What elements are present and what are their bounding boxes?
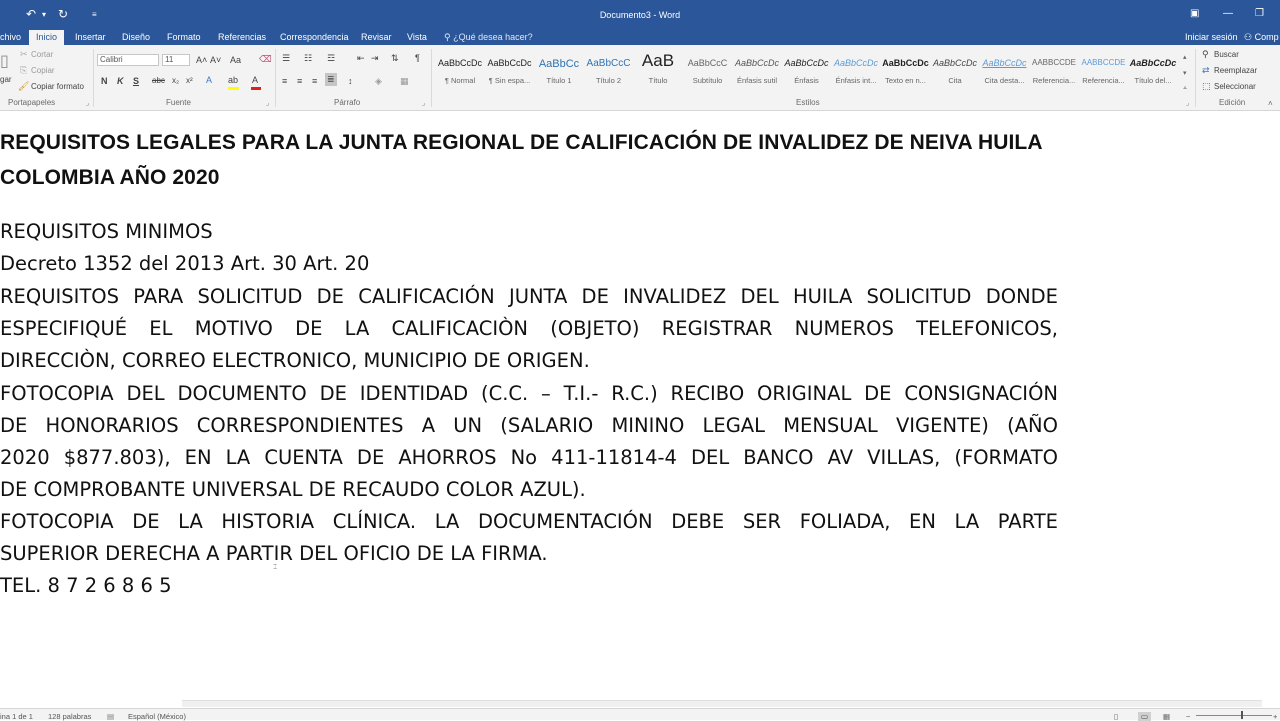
subscript-button[interactable]: x₂	[172, 76, 180, 85]
paragraph-group-label: Párrafo	[334, 98, 361, 107]
borders-icon[interactable]: ▦	[400, 76, 409, 86]
shading-icon[interactable]: ◈	[375, 76, 382, 86]
replace-button[interactable]: Reemplazar	[1214, 66, 1258, 75]
document-line: Decreto 1352 del 2013 Art. 30 Art. 20	[0, 252, 370, 275]
tab-revisar[interactable]: Revisar	[361, 32, 392, 42]
style-name: Título 2	[595, 76, 621, 85]
style-name: Cita desta...	[984, 76, 1025, 85]
increase-indent-icon[interactable]: ⇥	[371, 53, 379, 63]
lightbulb-icon: ⚲	[444, 32, 451, 42]
font-color-swatch	[251, 87, 261, 90]
ribbon-tabs	[0, 30, 1280, 45]
style-name: Referencia...	[1082, 76, 1125, 85]
sign-in-link[interactable]: Iniciar sesión	[1185, 32, 1238, 42]
style-preview: AaB	[641, 51, 675, 70]
justify-icon[interactable]: ≣	[327, 74, 335, 84]
undo-dropdown-icon[interactable]: ▾	[42, 10, 47, 19]
tab-formato[interactable]: Formato	[167, 32, 201, 42]
zoom-slider-thumb[interactable]	[1241, 711, 1243, 719]
sort-icon[interactable]: ⇅	[391, 53, 399, 63]
superscript-button[interactable]: x²	[186, 76, 193, 85]
language-indicator[interactable]: Español (México)	[128, 712, 186, 721]
document-line: ESPECIFIQUÉ EL MOTIVO DE LA CALIFICACIÒN (OBJETO) REGISTRAR NUMEROS TELEFONICOS,	[0, 317, 1058, 340]
tab-inicio[interactable]: Inicio	[29, 30, 64, 45]
dialog-launcher-icon[interactable]: ⌟	[1186, 100, 1190, 107]
share-button[interactable]	[1244, 32, 1279, 43]
document-line: DE HONORARIOS CORRESPONDIENTES A UN (SALARIO MININO LEGAL MENSUAL VIGENTE) (AÑO	[0, 414, 1058, 437]
group-divider	[1195, 49, 1196, 107]
numbering-icon[interactable]: ☷	[304, 53, 313, 63]
document-line: REQUISITOS MINIMOS	[0, 220, 213, 243]
text-cursor-icon: ⌶	[273, 564, 278, 571]
zoom-out-button[interactable]: −	[1186, 712, 1191, 721]
style-name: ¶ Normal	[444, 76, 476, 85]
share-label: Comp	[1254, 32, 1279, 42]
document-page[interactable]	[0, 112, 1280, 700]
style-name: Subtítulo	[692, 76, 723, 85]
align-right-icon[interactable]: ≡	[312, 76, 318, 86]
group-divider	[431, 49, 432, 107]
change-case-button[interactable]: Aa	[230, 55, 242, 65]
bold-button[interactable]: N	[101, 76, 108, 86]
select-icon[interactable]: ⬚	[1202, 81, 1211, 91]
document-line: DE COMPROBANTE UNIVERSAL DE RECAUDO COLOR AZUL).	[0, 478, 586, 501]
style-name: Título	[648, 76, 668, 85]
styles-scroll-down-icon[interactable]: ▾	[1183, 70, 1187, 77]
window-title: Documento3 - Word	[599, 10, 681, 20]
tab-insertar[interactable]: Insertar	[75, 32, 106, 42]
search-icon[interactable]: ⚲	[1202, 49, 1209, 59]
style-preview: AaBbCcDc	[833, 58, 878, 68]
tab-archivo[interactable]: chivo	[0, 32, 22, 42]
undo-icon[interactable]: ↶	[26, 7, 37, 21]
format-painter-button[interactable]: Copiar formato	[31, 82, 84, 91]
minimize-icon[interactable]: —	[1223, 8, 1233, 19]
style-preview: AaBbCcDc	[734, 58, 779, 68]
document-line: FOTOCOPIA DE LA HISTORIA CLÍNICA. LA DOCUMENTACIÓN DEBE SER FOLIADA, EN LA PARTE	[0, 510, 1058, 533]
clear-formatting-icon[interactable]: ⌫	[259, 54, 272, 64]
tab-diseno[interactable]: Diseño	[122, 32, 151, 42]
document-line: SUPERIOR DERECHA A PARTIR DEL OFICIO DE LA FIRMA.	[0, 542, 548, 565]
style-preview: AaBbCcDc	[487, 58, 532, 68]
page-count[interactable]: ina 1 de 1	[0, 712, 33, 721]
style-preview: AaBbCcC	[586, 58, 631, 69]
style-preview: AaBbCcDc	[982, 58, 1027, 68]
tell-me-box[interactable]	[444, 32, 533, 43]
tab-referencias[interactable]: Referencias	[218, 32, 267, 42]
scissors-icon[interactable]: ✂	[20, 49, 28, 59]
style-preview: AABBCCDE	[1081, 58, 1126, 67]
editing-group-label: Edición	[1219, 98, 1246, 107]
read-mode-icon[interactable]: ▯	[1114, 712, 1119, 721]
line-spacing-icon[interactable]: ↕	[348, 76, 353, 86]
style-name: Énfasis sutil	[736, 76, 778, 85]
align-left-icon[interactable]: ≡	[282, 76, 288, 86]
print-layout-icon[interactable]: ▭	[1138, 712, 1151, 721]
zoom-slider-track[interactable]	[1196, 715, 1272, 716]
document-line: FOTOCOPIA DEL DOCUMENTO DE IDENTIDAD (C.C. – T.I.- R.C.) RECIBO ORIGINAL DE CONSIGNACIÓN	[0, 382, 1058, 405]
dialog-launcher-icon[interactable]: ⌟	[266, 100, 270, 107]
styles-group-label: Estilos	[796, 98, 820, 107]
style-preview: AaBbCcDc	[784, 58, 829, 68]
tab-vista[interactable]: Vista	[407, 32, 427, 42]
dialog-launcher-icon[interactable]: ⌟	[422, 100, 426, 107]
find-button[interactable]: Buscar	[1214, 50, 1239, 59]
proofing-icon[interactable]: ▤	[107, 712, 115, 721]
document-line: DIRECCIÒN, CORREO ELECTRONICO, MUNICIPIO DE ORIGEN.	[0, 349, 590, 372]
shrink-font-button[interactable]: A˅	[210, 55, 222, 65]
tell-me-label: ¿Qué desea hacer?	[453, 32, 533, 42]
title-bar	[0, 0, 1280, 30]
style-name: ¶ Sin espa...	[488, 76, 531, 85]
dialog-launcher-icon[interactable]: ⌟	[86, 100, 90, 107]
document-heading: REQUISITOS LEGALES PARA LA JUNTA REGIONAL DE CALIFICACIÓN DE INVALIDEZ DE NEIVA HUILA	[0, 131, 1043, 154]
format-painter-icon[interactable]: 🖌	[18, 81, 30, 91]
style-preview: AaBbCcDc	[1129, 58, 1177, 68]
copy-icon[interactable]: ⎘	[20, 65, 28, 75]
font-group-label: Fuente	[166, 98, 191, 107]
style-preview: AaBbCc	[538, 58, 580, 70]
word-count[interactable]: 128 palabras	[48, 712, 92, 721]
multilevel-list-icon[interactable]: ☲	[327, 53, 336, 63]
decrease-indent-icon[interactable]: ⇤	[357, 53, 365, 63]
style-name: Énfasis int...	[835, 76, 877, 85]
document-line: TEL. 8 7 2 6 8 6 5	[0, 574, 172, 597]
style-preview: AaBbCcC	[687, 58, 728, 68]
style-name: Referencia...	[1032, 76, 1076, 85]
customize-toolbar-icon[interactable]: ≡	[92, 10, 97, 19]
style-name: Énfasis	[794, 76, 819, 85]
tab-correspondencia[interactable]: Correspondencia	[280, 32, 349, 42]
strikethrough-button[interactable]: abc	[152, 76, 165, 85]
style-name: Título 1	[546, 76, 572, 85]
cut-button[interactable]: Cortar	[31, 50, 54, 59]
style-preview: AABBCCDE	[1031, 58, 1076, 67]
ribbon-display-options-icon[interactable]: ▣	[1190, 8, 1200, 19]
document-heading: COLOMBIA AÑO 2020	[0, 166, 220, 189]
style-name: Cita	[948, 76, 962, 85]
document-line: 2020 $877.803), EN LA CUENTA DE AHORROS No 411-11814-4 DEL BANCO AV VILLAS, (FORMATO	[0, 446, 1058, 469]
maximize-icon[interactable]: ❐	[1255, 8, 1264, 19]
paste-icon[interactable]: ▯	[0, 53, 9, 70]
horizontal-scrollbar[interactable]	[182, 700, 1262, 707]
styles-more-icon[interactable]: ⩡	[1183, 85, 1187, 92]
align-center-icon[interactable]: ≡	[297, 76, 303, 86]
style-preview: AaBbCcDc	[882, 58, 929, 68]
bullets-icon[interactable]: ☰	[282, 53, 291, 63]
show-formatting-icon[interactable]: ¶	[415, 53, 420, 63]
style-name: Título del...	[1134, 76, 1172, 85]
document-line: REQUISITOS PARA SOLICITUD DE CALIFICACIÓN JUNTA DE INVALIDEZ DEL HUILA SOLICITUD DONDE	[0, 285, 1058, 308]
group-divider	[93, 49, 94, 107]
grow-font-button[interactable]: A˄	[196, 55, 208, 65]
person-icon: ⚇	[1244, 32, 1253, 42]
ribbon	[0, 45, 1280, 111]
style-preview: AaBbCcDc	[437, 58, 482, 68]
replace-icon[interactable]: ⇄	[1202, 65, 1210, 75]
style-name: Texto en n...	[885, 76, 926, 85]
status-bar	[0, 708, 1280, 720]
select-button[interactable]: Seleccionar	[1214, 82, 1256, 91]
copy-button[interactable]: Copiar	[31, 66, 55, 75]
highlight-color-swatch	[228, 87, 239, 90]
group-divider	[275, 49, 276, 107]
styles-scroll-up-icon[interactable]: ▴	[1183, 54, 1187, 61]
clipboard-group-label: Portapapeles	[8, 98, 56, 107]
font-size-select[interactable]: 11	[162, 54, 190, 66]
redo-icon[interactable]: ↻	[58, 7, 69, 21]
zoom-in-button[interactable]: +	[1273, 712, 1278, 721]
italic-button[interactable]: K	[117, 76, 124, 86]
web-layout-icon[interactable]: ▦	[1163, 712, 1171, 721]
font-name-select[interactable]: Calibri	[97, 54, 159, 66]
style-preview: AaBbCcDc	[932, 58, 977, 68]
collapse-ribbon-icon[interactable]: ˄	[1268, 99, 1273, 108]
paste-label[interactable]: gar	[0, 75, 12, 84]
font-color-button[interactable]: A	[252, 75, 259, 85]
highlight-button[interactable]: ab	[228, 75, 239, 85]
text-effects-button[interactable]: A	[206, 75, 213, 85]
underline-button[interactable]: S	[133, 76, 140, 86]
